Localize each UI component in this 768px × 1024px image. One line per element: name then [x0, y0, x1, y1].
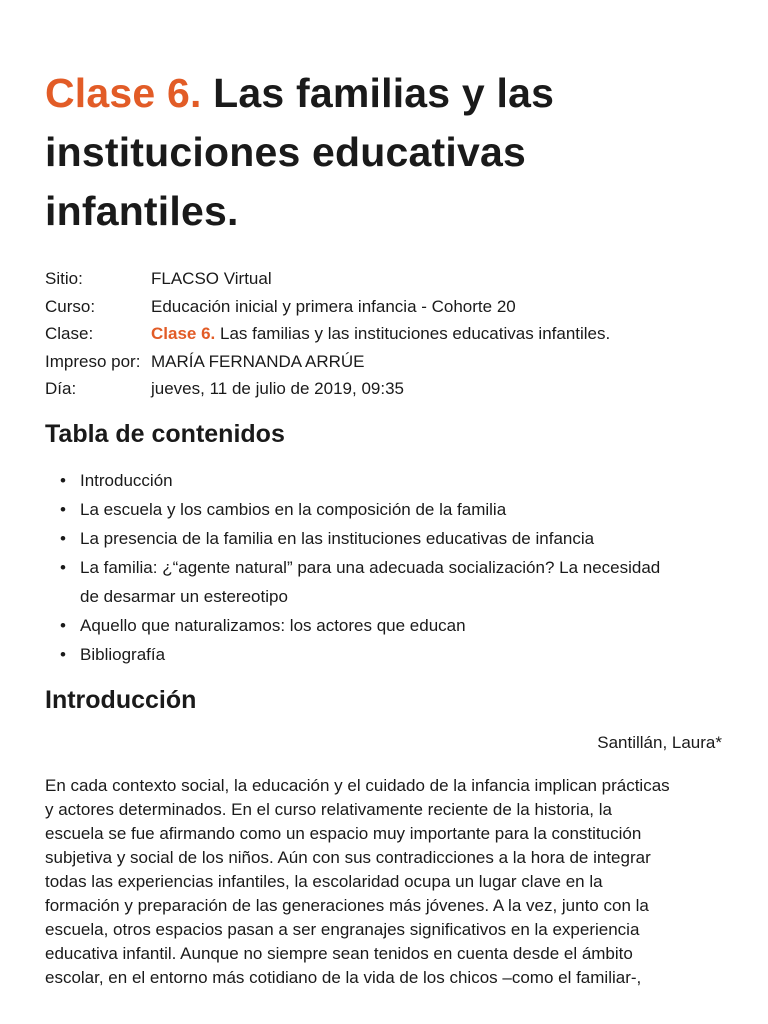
paragraph-line: educativa infantil. Aunque no siempre sean tenidos en cuenta desde el ámbito: [45, 943, 633, 963]
toc-heading: Tabla de contenidos: [45, 419, 285, 448]
title-line-2: instituciones educativas: [45, 129, 527, 175]
toc-item-bibliografia[interactable]: [60, 640, 725, 669]
title-class-number: Clase 6.: [45, 70, 202, 116]
meta-row-day: [45, 375, 725, 403]
meta-value-day: jueves, 11 de julio de 2019, 09:35: [151, 379, 404, 398]
toc-item-actores-educan[interactable]: [60, 611, 725, 640]
paragraph-line: subjetiva y social de los niños. Aún con sus contradicciones a la hora de integrar: [45, 847, 651, 867]
meta-row-printed-by: [45, 348, 725, 376]
toc-item-label[interactable]: La escuela y los cambios en la composición de la familia: [80, 499, 507, 519]
bullet-icon: •: [60, 557, 66, 577]
bullet-icon: •: [60, 499, 66, 519]
meta-row-course: [45, 293, 725, 321]
paragraph-line: escolar, en el entorno más cotidiano de la vida de los chicos –como el familiar-,: [45, 967, 642, 987]
paragraph-line: y actores determinados. En el curso relativamente reciente de la historia, la: [45, 799, 612, 819]
toc-item-introduccion[interactable]: [60, 466, 725, 495]
paragraph-line: formación y preparación de las generaciones más jóvenes. A la vez, junto con la: [45, 895, 649, 915]
toc-item-label[interactable]: Introducción: [80, 470, 173, 490]
toc-item-agente-natural[interactable]: [60, 553, 725, 611]
meta-row-class: [45, 320, 725, 348]
toc-item-escuela-cambios[interactable]: [60, 495, 725, 524]
paragraph-line: En cada contexto social, la educación y el cuidado de la infancia implican prácticas: [45, 775, 670, 795]
intro-paragraph: [45, 774, 725, 990]
page-title: [45, 64, 725, 241]
meta-value-course: Educación inicial y primera infancia - Cohorte 20: [151, 296, 516, 316]
print-metadata: [45, 265, 725, 403]
toc-item-label[interactable]: La presencia de la familia en las instituciones educativas de infancia: [80, 528, 595, 548]
meta-label-course: Curso:: [45, 296, 96, 316]
table-of-contents: [45, 466, 725, 669]
toc-item-label[interactable]: Aquello que naturalizamos: los actores que educan: [80, 615, 466, 635]
toc-item-label-continued[interactable]: de desarmar un estereotipo: [80, 586, 288, 606]
document-page: [45, 64, 725, 990]
title-line-1: Las familias y las: [201, 70, 555, 116]
meta-class-number: Clase 6.: [151, 324, 216, 343]
meta-label-site: Sitio:: [45, 269, 83, 288]
paragraph-line: todas las experiencias infantiles, la escolaridad ocupa un lugar clave en la: [45, 871, 603, 891]
intro-heading: Introducción: [45, 685, 197, 714]
toc-item-label[interactable]: La familia: ¿“agente natural” para una adecuada socialización? La necesidad: [80, 557, 661, 577]
paragraph-line: escuela se fue afirmando como un espacio muy importante para la constitución: [45, 823, 642, 843]
title-line-3: infantiles.: [45, 188, 239, 234]
meta-value-printed-by: MARÍA FERNANDA ARRÚE: [151, 351, 365, 371]
meta-label-class: Clase:: [45, 324, 94, 343]
toc-item-label[interactable]: Bibliografía: [80, 644, 166, 664]
meta-row-site: [45, 265, 725, 293]
bullet-icon: •: [60, 470, 66, 490]
meta-value-site: FLACSO Virtual: [151, 269, 272, 288]
bullet-icon: •: [60, 528, 66, 548]
meta-value-class: [151, 320, 725, 348]
paragraph-line: escuela, otros espacios pasan a ser engranajes significativos en la experiencia: [45, 919, 640, 939]
toc-item-presencia-familia[interactable]: [60, 524, 725, 553]
meta-label-day: Día:: [45, 379, 77, 398]
meta-class-title: Las familias y las instituciones educativas infantiles.: [215, 324, 611, 343]
bullet-icon: •: [60, 615, 66, 635]
author-credit: Santillán, Laura*: [597, 732, 722, 752]
bullet-icon: •: [60, 644, 66, 664]
meta-label-printed-by: Impreso por:: [45, 351, 141, 371]
